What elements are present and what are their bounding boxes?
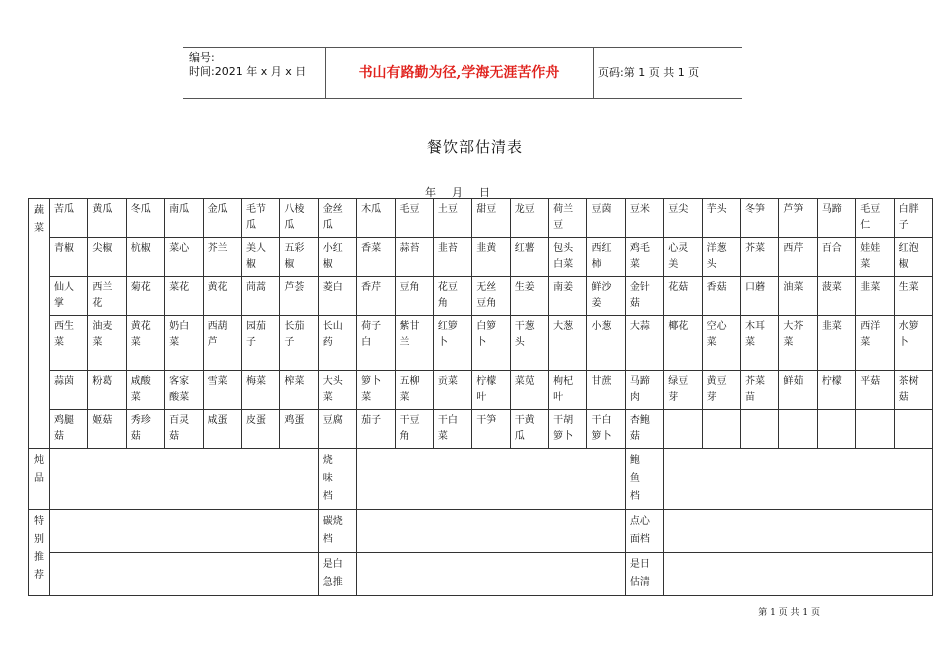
section-claypot: 碳烧档 xyxy=(318,510,356,553)
white-urgent-entry[interactable] xyxy=(357,553,626,596)
vegetable-cell: 芥菜苗 xyxy=(741,371,779,410)
table-row xyxy=(29,510,933,553)
table-row xyxy=(29,553,933,596)
section-daily-clear: 是日估清 xyxy=(625,553,663,596)
vegetable-cell: 仙人掌 xyxy=(50,277,88,316)
section-white-urgent: 是白急推 xyxy=(318,553,356,596)
page-info: 页码:第 1 页 共 1 页 xyxy=(598,66,700,79)
vegetable-cell: 八棱瓜 xyxy=(280,199,318,238)
vegetable-cell: 椰花 xyxy=(664,316,702,371)
vegetable-cell: 洋葱头 xyxy=(702,238,740,277)
vegetable-cell: 韭菜 xyxy=(856,277,894,316)
vegetable-cell: 西洋菜 xyxy=(856,316,894,371)
vegetable-cell: 马蹄肉 xyxy=(625,371,663,410)
vegetable-cell: 毛豆 xyxy=(395,199,433,238)
vegetable-cell: 菊花 xyxy=(126,277,164,316)
table-row xyxy=(29,410,933,449)
vegetable-cell: 生姜 xyxy=(510,277,548,316)
vegetable-cell: 咸蛋 xyxy=(203,410,241,449)
vegetable-cell: 甘蔗 xyxy=(587,371,625,410)
section-special: 特别推荐 xyxy=(29,510,50,596)
vegetable-cell: 荷子白 xyxy=(357,316,395,371)
vegetable-cell: 菱白 xyxy=(318,277,356,316)
vegetable-cell: 豆腐 xyxy=(318,410,356,449)
vegetable-cell: 黄花菜 xyxy=(126,316,164,371)
vegetable-cell: 鸡毛菜 xyxy=(625,238,663,277)
section-stew: 炖品 xyxy=(29,449,50,510)
section-abalone: 鲍鱼档 xyxy=(625,449,663,510)
vegetable-cell: 干白菜 xyxy=(433,410,471,449)
vegetable-cell: 红薯 xyxy=(510,238,548,277)
vegetable-cell: 西葫芦 xyxy=(203,316,241,371)
vegetable-cell: 木耳菜 xyxy=(741,316,779,371)
vegetable-cell: 枸杞叶 xyxy=(549,371,587,410)
vegetable-cell: 长茄子 xyxy=(280,316,318,371)
vegetable-cell: 冬笋 xyxy=(741,199,779,238)
vegetable-cell: 香芹 xyxy=(357,277,395,316)
vegetable-cell: 粉葛 xyxy=(88,371,126,410)
vegetable-cell: 豆尖 xyxy=(664,199,702,238)
vegetable-cell: 韭苔 xyxy=(433,238,471,277)
vegetable-cell: 香菇 xyxy=(702,277,740,316)
vegetable-cell: 园茄子 xyxy=(241,316,279,371)
vegetable-cell: 芦荟 xyxy=(280,277,318,316)
vegetable-cell: 南瓜 xyxy=(165,199,203,238)
vegetable-cell: 平菇 xyxy=(856,371,894,410)
page-footer: 第 1 页 共 1 页 xyxy=(758,608,820,618)
time-label: 时间:2021 年 x 月 x 日 xyxy=(189,65,307,78)
vegetable-cell: 皮蛋 xyxy=(241,410,279,449)
vegetable-cell: 秀珍菇 xyxy=(126,410,164,449)
vegetable-cell: 茄子 xyxy=(357,410,395,449)
vegetable-cell: 青椒 xyxy=(50,238,88,277)
vegetable-cell xyxy=(894,410,932,449)
vegetable-cell: 鲜沙姜 xyxy=(587,277,625,316)
section-bbq: 烧味档 xyxy=(318,449,356,510)
vegetable-cell: 荷兰豆 xyxy=(549,199,587,238)
vegetable-cell: 菜心 xyxy=(165,238,203,277)
date-fields: 年月日 xyxy=(425,186,506,199)
vegetable-cell: 梅菜 xyxy=(241,371,279,410)
vegetable-cell: 绿豆芽 xyxy=(664,371,702,410)
vegetable-cell: 杭椒 xyxy=(126,238,164,277)
vegetable-cell: 黄豆芽 xyxy=(702,371,740,410)
vegetable-cell: 毛节瓜 xyxy=(241,199,279,238)
vegetable-cell: 大芥菜 xyxy=(779,316,817,371)
vegetable-cell: 韭菜 xyxy=(817,316,855,371)
vegetable-cell: 五彩椒 xyxy=(280,238,318,277)
vegetable-cell: 大头菜 xyxy=(318,371,356,410)
vegetable-cell: 大蒜 xyxy=(625,316,663,371)
dimsum-entry[interactable] xyxy=(664,510,933,553)
vegetable-cell: 马蹄 xyxy=(817,199,855,238)
table-row xyxy=(29,449,933,510)
vegetable-cell: 芋头 xyxy=(702,199,740,238)
vegetable-cell: 空心菜 xyxy=(702,316,740,371)
vegetable-cell: 包头白菜 xyxy=(549,238,587,277)
daily-clear-entry[interactable] xyxy=(664,553,933,596)
vegetable-cell: 柠檬 xyxy=(817,371,855,410)
vegetable-cell: 心灵美 xyxy=(664,238,702,277)
special-entry[interactable] xyxy=(50,510,319,553)
vegetable-cell: 干黄瓜 xyxy=(510,410,548,449)
vegetable-cell: 蒜茵 xyxy=(50,371,88,410)
vegetable-cell: 白箩卜 xyxy=(472,316,510,371)
vegetable-cell: 口蘑 xyxy=(741,277,779,316)
vegetables-body xyxy=(29,199,933,449)
vegetable-cell: 黄花 xyxy=(203,277,241,316)
header-divider xyxy=(593,48,594,98)
vegetable-cell: 西兰花 xyxy=(88,277,126,316)
vegetable-cell: 杏鲍菇 xyxy=(625,410,663,449)
vegetable-cell: 贡菜 xyxy=(433,371,471,410)
vegetable-cell: 芥兰 xyxy=(203,238,241,277)
vegetable-cell: 苦瓜 xyxy=(50,199,88,238)
vegetable-cell: 蒜苔 xyxy=(395,238,433,277)
vegetable-cell: 小红椒 xyxy=(318,238,356,277)
vegetable-cell: 木瓜 xyxy=(357,199,395,238)
vegetable-cell: 菠菜 xyxy=(817,277,855,316)
vegetable-cell: 香菜 xyxy=(357,238,395,277)
estimate-table xyxy=(28,198,933,596)
vegetable-cell: 豆角 xyxy=(395,277,433,316)
vegetable-cell: 豆米 xyxy=(625,199,663,238)
vegetable-cell xyxy=(779,410,817,449)
vegetable-cell: 干笋 xyxy=(472,410,510,449)
vegetable-cell: 毛豆仁 xyxy=(856,199,894,238)
vegetable-cell: 豆茵 xyxy=(587,199,625,238)
table-row xyxy=(29,371,933,410)
vegetable-cell: 金针菇 xyxy=(625,277,663,316)
vegetable-cell: 西芹 xyxy=(779,238,817,277)
category-vegetables: 蔬菜 xyxy=(29,199,50,449)
vegetable-cell: 芥菜 xyxy=(741,238,779,277)
vegetable-cell: 鲜茹 xyxy=(779,371,817,410)
vegetable-cell: 生菜 xyxy=(894,277,932,316)
sections-body xyxy=(29,449,933,596)
vegetable-cell: 柠檬叶 xyxy=(472,371,510,410)
vegetable-cell: 芦笋 xyxy=(779,199,817,238)
vegetable-cell: 无丝豆角 xyxy=(472,277,510,316)
header-motto: 书山有路勤为径,学海无涯苦作舟 xyxy=(358,65,560,81)
vegetable-cell: 白胖子 xyxy=(894,199,932,238)
vegetable-cell: 干葱头 xyxy=(510,316,548,371)
vegetable-cell: 鸡蛋 xyxy=(280,410,318,449)
vegetable-cell: 油菜 xyxy=(779,277,817,316)
vegetable-cell: 娃娃菜 xyxy=(856,238,894,277)
special-entry-2[interactable] xyxy=(50,553,319,596)
vegetable-cell: 百合 xyxy=(817,238,855,277)
vegetable-cell: 紫甘兰 xyxy=(395,316,433,371)
vegetable-cell: 干豆角 xyxy=(395,410,433,449)
table-row xyxy=(29,199,933,238)
vegetable-cell: 箩卜菜 xyxy=(357,371,395,410)
table-row xyxy=(29,277,933,316)
vegetable-cell xyxy=(702,410,740,449)
vegetable-cell: 甜豆 xyxy=(472,199,510,238)
page-title: 餐饮部估清表 xyxy=(426,138,523,156)
vegetable-cell: 龙豆 xyxy=(510,199,548,238)
vegetable-cell xyxy=(856,410,894,449)
section-dimsum: 点心面档 xyxy=(625,510,663,553)
vegetable-cell: 黄瓜 xyxy=(88,199,126,238)
vegetable-cell: 百灵菇 xyxy=(165,410,203,449)
vegetable-cell: 鸡腿菇 xyxy=(50,410,88,449)
vegetable-cell: 南姜 xyxy=(549,277,587,316)
vegetable-cell: 水箩卜 xyxy=(894,316,932,371)
abalone-entry[interactable] xyxy=(664,449,933,510)
table-row xyxy=(29,316,933,371)
stew-entry[interactable] xyxy=(50,449,319,510)
vegetable-cell: 西红柿 xyxy=(587,238,625,277)
vegetable-cell: 菜苋 xyxy=(510,371,548,410)
vegetable-cell: 韭黄 xyxy=(472,238,510,277)
vegetable-cell: 咸酸菜 xyxy=(126,371,164,410)
vegetable-cell: 干白箩卜 xyxy=(587,410,625,449)
vegetable-cell: 土豆 xyxy=(433,199,471,238)
document-header xyxy=(183,47,742,99)
header-meta xyxy=(189,48,306,101)
vegetable-cell: 菜花 xyxy=(165,277,203,316)
vegetable-cell: 红泡椒 xyxy=(894,238,932,277)
vegetable-cell: 红箩卜 xyxy=(433,316,471,371)
bbq-entry[interactable] xyxy=(357,449,626,510)
vegetable-cell: 五柳菜 xyxy=(395,371,433,410)
vegetable-cell: 小葱 xyxy=(587,316,625,371)
vegetable-cell xyxy=(817,410,855,449)
vegetable-cell: 茶树菇 xyxy=(894,371,932,410)
number-label: 编号: xyxy=(189,51,215,64)
vegetable-cell: 花菇 xyxy=(664,277,702,316)
vegetable-cell xyxy=(664,410,702,449)
table-row xyxy=(29,238,933,277)
vegetable-cell: 干胡箩卜 xyxy=(549,410,587,449)
vegetable-cell: 花豆角 xyxy=(433,277,471,316)
vegetable-cell: 榨菜 xyxy=(280,371,318,410)
vegetable-cell xyxy=(741,410,779,449)
vegetable-cell: 油麦菜 xyxy=(88,316,126,371)
vegetable-cell: 美人椒 xyxy=(241,238,279,277)
vegetable-cell: 茼蒿 xyxy=(241,277,279,316)
vegetable-cell: 西生菜 xyxy=(50,316,88,371)
vegetable-cell: 奶白菜 xyxy=(165,316,203,371)
vegetable-cell: 金瓜 xyxy=(203,199,241,238)
claypot-entry[interactable] xyxy=(357,510,626,553)
vegetable-cell: 长山药 xyxy=(318,316,356,371)
vegetable-cell: 客家酸菜 xyxy=(165,371,203,410)
vegetable-cell: 大葱 xyxy=(549,316,587,371)
vegetable-cell: 尖椒 xyxy=(88,238,126,277)
vegetable-cell: 姬菇 xyxy=(88,410,126,449)
vegetable-cell: 金丝瓜 xyxy=(318,199,356,238)
vegetable-cell: 冬瓜 xyxy=(126,199,164,238)
vegetable-cell: 雪菜 xyxy=(203,371,241,410)
